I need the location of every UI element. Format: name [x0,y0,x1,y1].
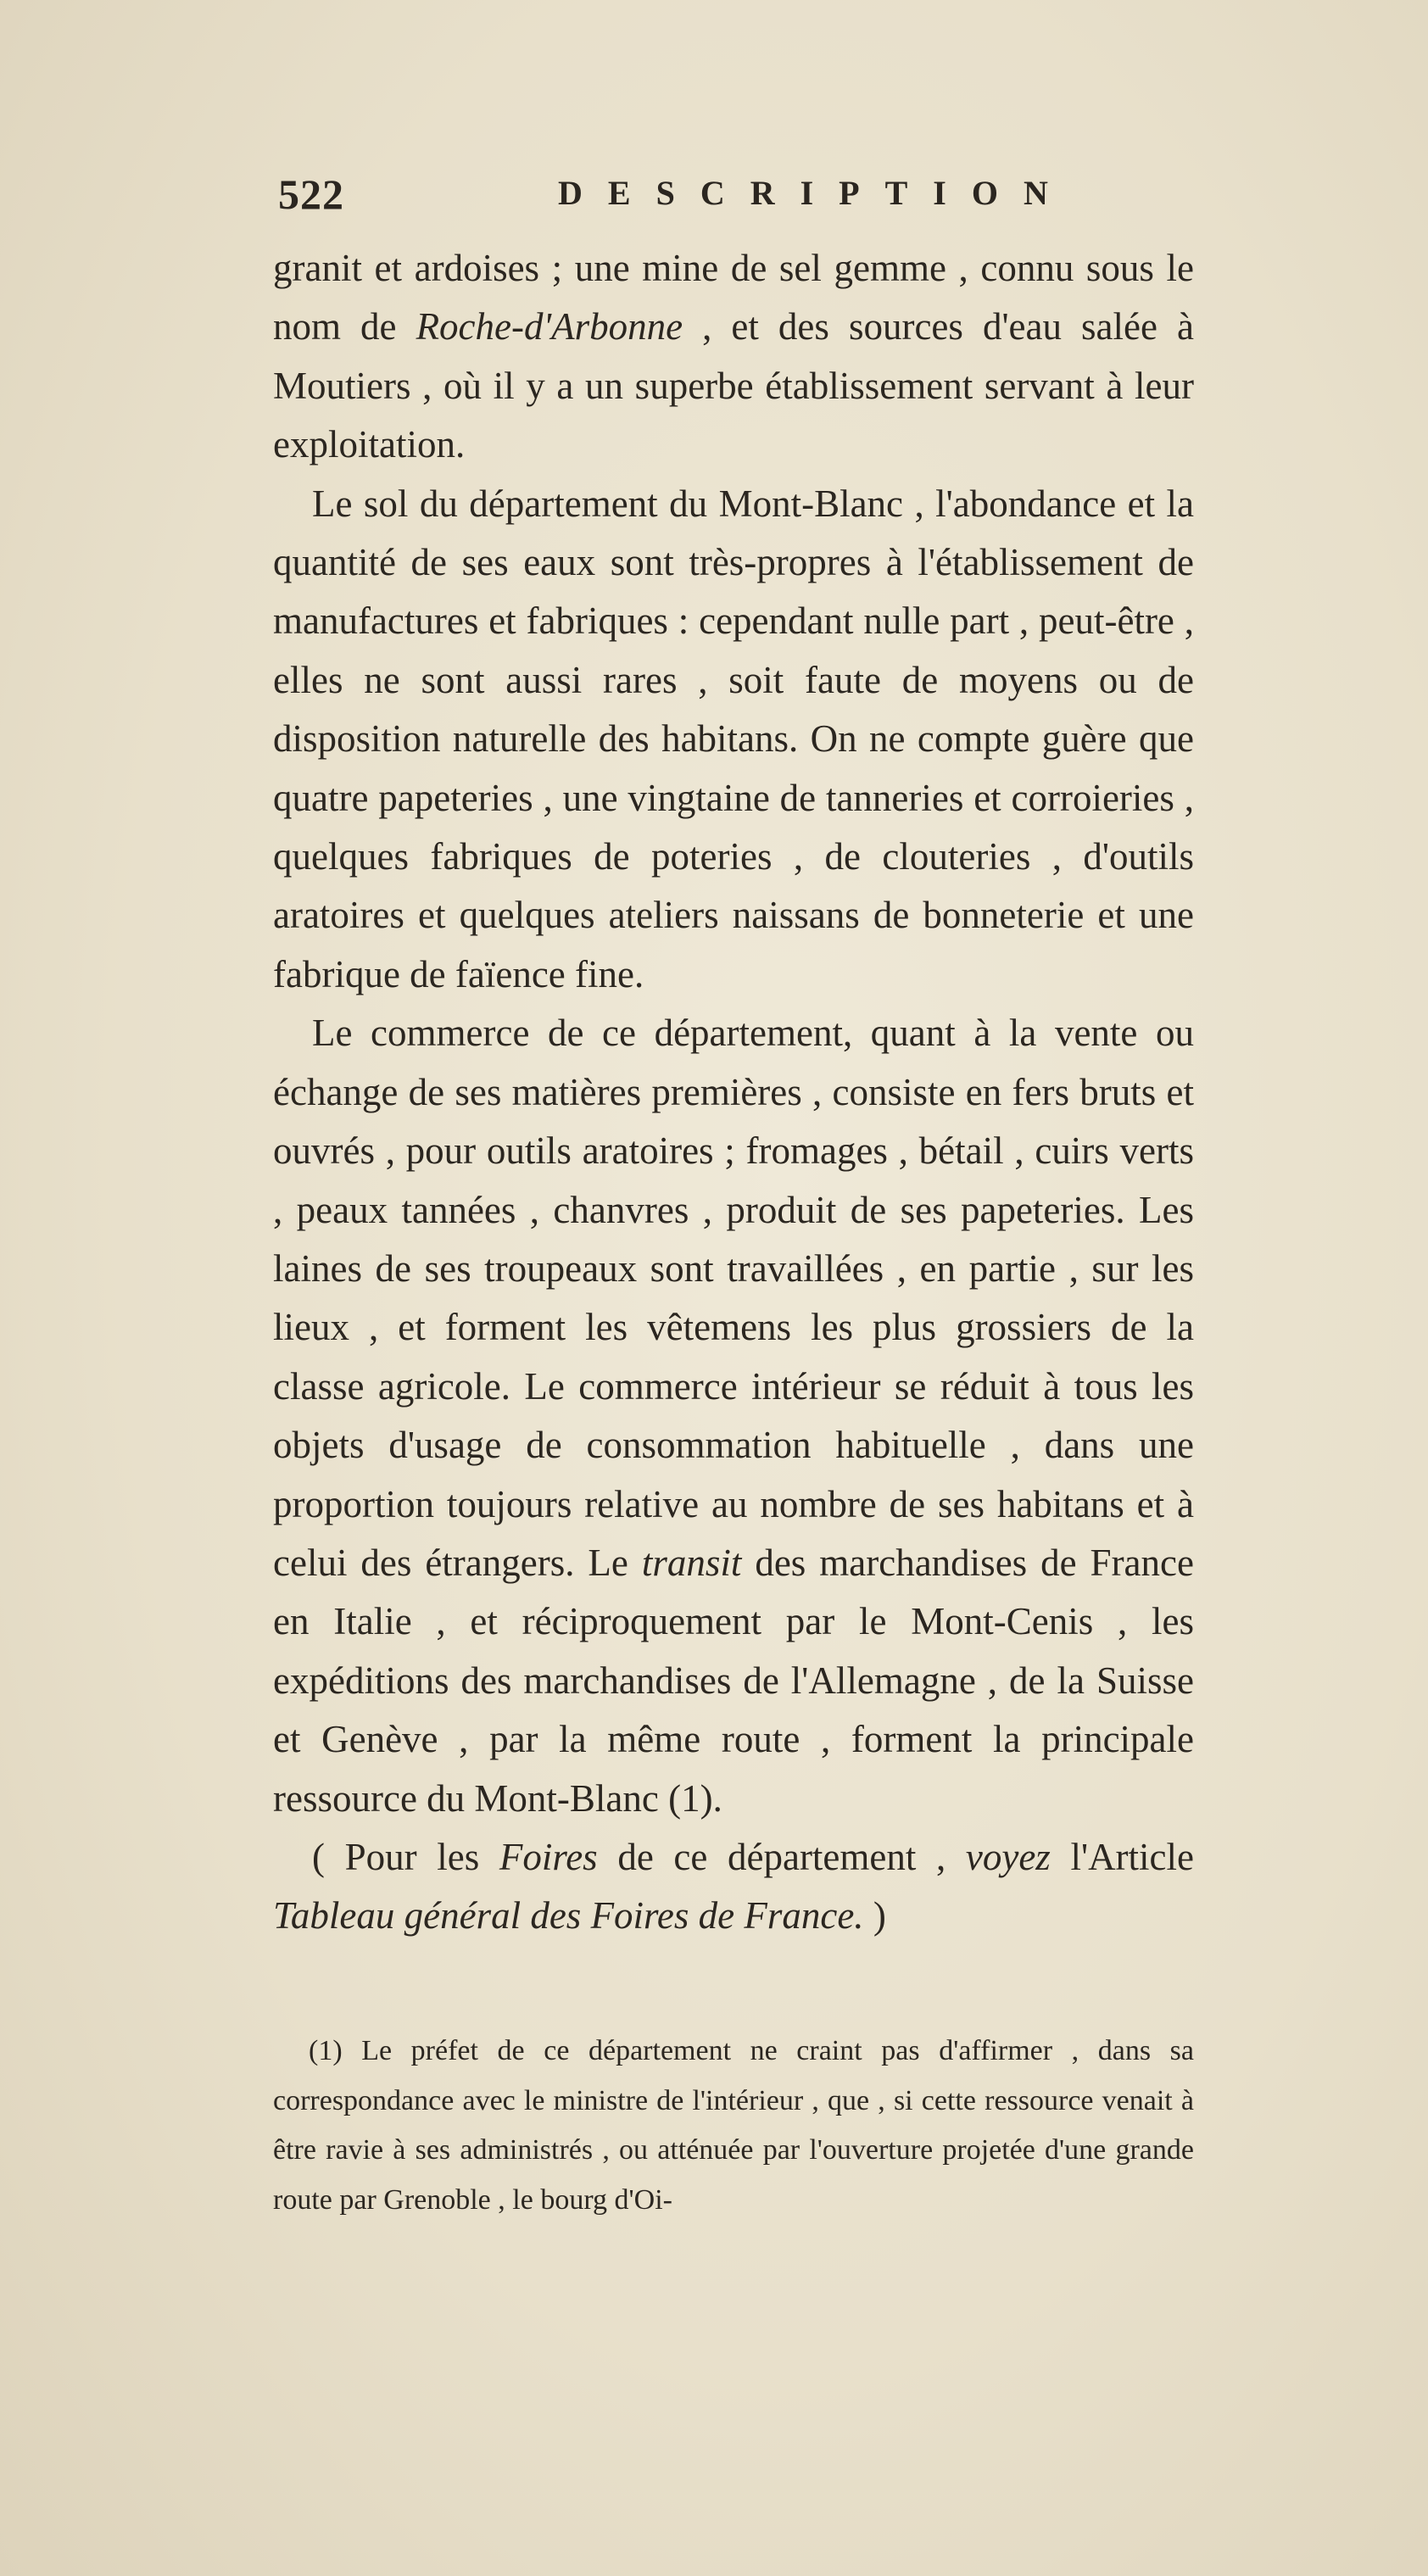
paragraph-4-mid: de ce département , [597,1835,966,1878]
body-text [273,239,1194,1946]
page-number: 522 [278,170,344,218]
running-title: DESCRIPTION [558,174,1074,212]
paragraph-3-text: Le commerce de ce département, quant à la vente ou échange de ses matières premières , consiste en fers bruts et ouvrés , pour outils aratoires ; fromages , bétail , cuirs verts , peaux tannées , chanvres , produit de ses papeteries. Les laines de ses troupeaux sont travaillées , en partie , sur les lieux , et forment les vêtemens les plus grossiers de la classe agricole. Le commerce intérieur se réduit à tous les objets d'usage de consommation habituelle , dans une proportion toujours relative au nombre de ses habitans et à celui des étrangers. Le [273,1012,1194,1584]
paragraph-2: Le sol du département du Mont-Blanc , l'abondance et la quantité de ses eaux sont très-propres à l'établissement de manufactures et fabriques : cependant nulle part , peut-être , elles ne sont aussi rares , soit faute de moyens ou de disposition naturelle des habitans. On ne compte guère que quatre papeteries , une vingtaine de tanneries et corroieries , quelques fabriques de poteries , de clouteries , d'outils aratoires et quelques ateliers naissans de bonneterie et une fabrique de faïence fine. [273,482,1194,995]
paragraph-3-italic: transit [641,1541,742,1584]
paragraph-3 [273,1004,1194,1828]
paragraph-4-mid-2: l'Article [1050,1835,1194,1878]
paragraph-4-italic-1: Foires [499,1835,598,1878]
paragraph-1-italic: Roche-d'Arbonne [416,305,683,348]
paragraph-4-italic-3: Tableau général des Foires de France. [273,1894,864,1938]
paragraph-4-end: ) [863,1894,886,1938]
paragraph-4 [273,1828,1194,1946]
paragraph-1 [273,239,1194,475]
paragraph-3-end: des marchandises de France en Italie , et réciproquement par le Mont-Cenis , les expéditions des marchandises de l'Allemagne , de la Suisse et Genève , par la même route , forment la principale ressource du Mont-Blanc (1). [273,1541,1194,1820]
paragraph-1-end: , et des sources d'eau salée à Moutiers , où il y a un superbe établissement servant à leur exploitation. [273,305,1194,466]
paragraph-1-text: granit et ardoises ; une mine de sel gemme , connu sous le nom de [273,247,1194,348]
paragraph-4-italic-2: voyez [965,1835,1051,1878]
paragraph-4-start: ( Pour les [312,1835,499,1878]
footnote: (1) Le préfet de ce département ne craint pas d'affirmer , dans sa correspondance avec le ministre de l'intérieur , que , si cette ressource venait à être ravie à ses administrés , ou atténuée par l'ouverture projetée d'une grande route par Grenoble , le bourg d'Oi- [273,2035,1194,2216]
page-header [278,170,1126,229]
